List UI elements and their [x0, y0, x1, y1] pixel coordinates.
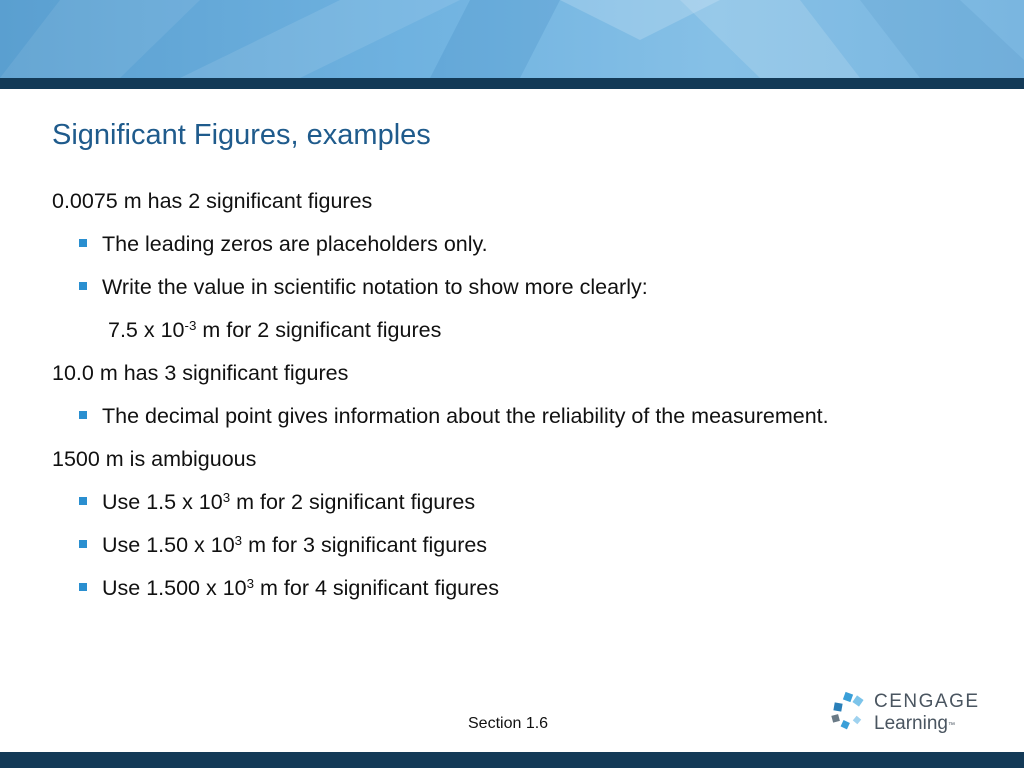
line-text: The decimal point gives information about the reliability of the measurement.	[102, 404, 829, 428]
bullet-item	[52, 573, 1002, 616]
square-bullet-icon	[79, 411, 87, 419]
body-line	[52, 444, 1002, 487]
bullet-item	[52, 229, 1002, 272]
square-bullet-icon	[79, 583, 87, 591]
bullet-item	[52, 272, 1002, 315]
footer-rule	[0, 752, 1024, 768]
line-text: Use 1.5 x 10	[102, 490, 223, 514]
header-rule	[0, 78, 1024, 89]
line-text: Use 1.500 x 10	[102, 576, 247, 600]
logo-wordmark-top: CENGAGE	[874, 691, 980, 712]
square-bullet-icon	[79, 540, 87, 548]
line-text: 7.5 x 10	[108, 318, 185, 342]
slide-title: Significant Figures, examples	[52, 119, 431, 151]
bullet-item	[52, 530, 1002, 573]
line-text: 0.0075 m has 2 significant figures	[52, 189, 373, 213]
header-banner	[0, 0, 1024, 78]
body-line	[52, 186, 1002, 229]
logo-wordmark-bottom: Learning™	[874, 713, 955, 734]
exponent: 3	[234, 532, 243, 548]
bullet-item	[52, 401, 1002, 444]
square-bullet-icon	[79, 497, 87, 505]
header-pattern	[0, 0, 1024, 78]
exponent: 3	[222, 489, 231, 505]
slide-body	[52, 186, 1002, 616]
line-text: 1500 m is ambiguous	[52, 447, 257, 471]
line-text: 10.0 m has 3 significant figures	[52, 361, 349, 385]
line-text: m for 2 significant figures	[230, 490, 476, 514]
exponent: 3	[246, 575, 255, 591]
cengage-logo	[830, 689, 990, 739]
line-text: m for 3 significant figures	[242, 533, 488, 557]
exponent: -3	[184, 317, 197, 333]
cengage-logo-icon	[830, 691, 870, 731]
section-label: Section 1.6	[468, 715, 549, 732]
line-text: Write the value in scientific notation to show more clearly:	[102, 275, 648, 299]
square-bullet-icon	[79, 282, 87, 290]
square-bullet-icon	[79, 239, 87, 247]
bullet-item	[52, 487, 1002, 530]
line-text: The leading zeros are placeholders only.	[102, 232, 488, 256]
line-text: Use 1.50 x 10	[102, 533, 235, 557]
body-line	[52, 315, 1002, 358]
line-text: m for 2 significant figures	[196, 318, 442, 342]
line-text: m for 4 significant figures	[254, 576, 500, 600]
body-line	[52, 358, 1002, 401]
